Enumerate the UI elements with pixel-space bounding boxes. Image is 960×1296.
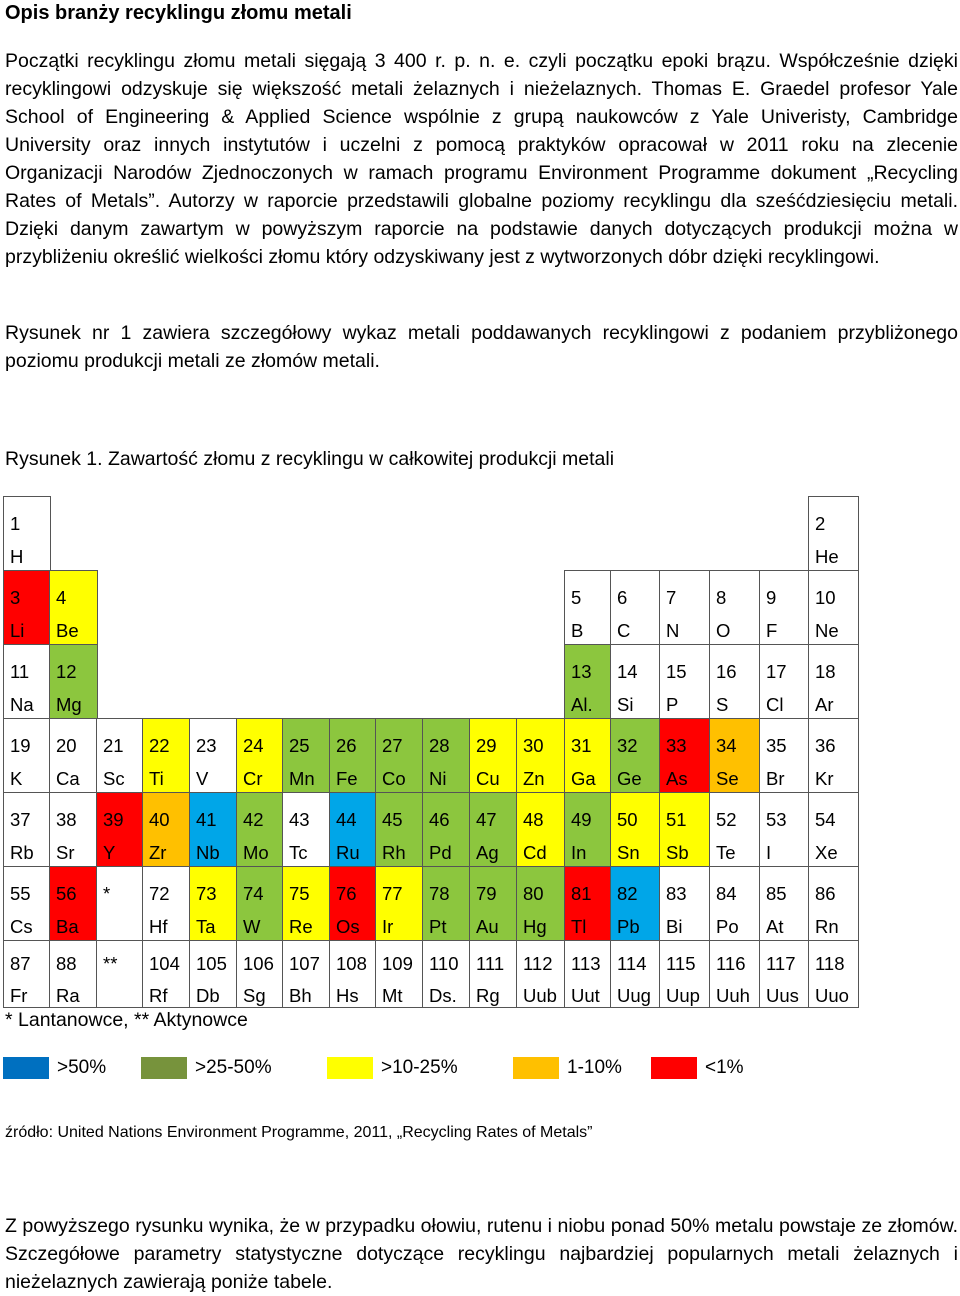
element-symbol: Ba: [56, 915, 79, 937]
element-cell: [375, 866, 424, 942]
element-symbol: Sr: [56, 841, 75, 863]
element-symbol: Mn: [289, 767, 315, 789]
element-symbol: Zr: [149, 841, 167, 863]
atomic-number: 29: [476, 735, 497, 756]
element-cell: [564, 570, 612, 646]
element-cell: [142, 718, 191, 794]
atomic-number: 50: [617, 809, 638, 830]
element-cell: [96, 866, 144, 942]
element-symbol: Nb: [196, 841, 220, 863]
element-symbol: V: [196, 767, 209, 789]
atomic-number: 82: [617, 883, 638, 904]
atomic-number: 56: [56, 883, 77, 904]
element-cell: [610, 644, 661, 720]
element-cell: [516, 792, 566, 868]
element-cell: [709, 570, 761, 646]
atomic-number: 107: [289, 953, 320, 974]
element-symbol: In: [571, 841, 587, 863]
atomic-number: 33: [666, 735, 687, 756]
atomic-number: 80: [523, 883, 544, 904]
legend-swatch: [651, 1057, 697, 1079]
element-symbol: Hs: [336, 984, 359, 1006]
element-cell: [3, 644, 51, 720]
atomic-number: 79: [476, 883, 497, 904]
atomic-number: 84: [716, 883, 737, 904]
element-cell: [659, 718, 711, 794]
element-cell: [49, 570, 98, 646]
atomic-number: 21: [103, 735, 124, 756]
atomic-number: *: [103, 883, 111, 904]
page-title: Opis branży recyklingu złomu metali: [5, 2, 352, 24]
element-symbol: Re: [289, 915, 313, 937]
element-cell: [375, 718, 424, 794]
atomic-number: 14: [617, 661, 638, 682]
element-cell: [3, 792, 51, 868]
legend-label: <1%: [705, 1057, 744, 1078]
element-cell: [659, 792, 711, 868]
atomic-number: 87: [10, 953, 31, 974]
element-symbol: Be: [56, 619, 79, 641]
atomic-number: 32: [617, 735, 638, 756]
element-symbol: Ag: [476, 841, 499, 863]
atomic-number: 44: [336, 809, 357, 830]
element-cell: [422, 940, 471, 1008]
atomic-number: 111: [476, 953, 505, 974]
atomic-number: 4: [56, 587, 67, 608]
element-symbol: S: [716, 693, 729, 715]
atomic-number: 43: [289, 809, 310, 830]
atomic-number: 37: [10, 809, 31, 830]
element-symbol: Ti: [149, 767, 164, 789]
atomic-number: 106: [243, 953, 274, 974]
element-symbol: Cl: [766, 693, 784, 715]
element-symbol: W: [243, 915, 261, 937]
element-symbol: Au: [476, 915, 499, 937]
atomic-number: 104: [149, 953, 180, 974]
atomic-number: **: [103, 953, 118, 974]
element-cell: [610, 570, 661, 646]
element-cell: [282, 718, 331, 794]
element-cell: [808, 940, 859, 1008]
element-symbol: F: [766, 619, 778, 641]
element-cell: [564, 866, 612, 942]
atomic-number: 40: [149, 809, 170, 830]
element-cell: [96, 718, 144, 794]
element-cell: [610, 940, 661, 1008]
element-cell: [564, 644, 612, 720]
element-symbol: Al.: [571, 693, 593, 715]
element-cell: [759, 570, 810, 646]
atomic-number: 31: [571, 735, 592, 756]
atomic-number: 3: [10, 587, 21, 608]
element-symbol: Zn: [523, 767, 545, 789]
atomic-number: 18: [815, 661, 836, 682]
element-cell: [49, 866, 98, 942]
element-symbol: Bh: [289, 984, 312, 1006]
atomic-number: 117: [766, 953, 796, 974]
atomic-number: 46: [429, 809, 450, 830]
atomic-number: 34: [716, 735, 737, 756]
element-symbol: B: [571, 619, 584, 641]
atomic-number: 78: [429, 883, 450, 904]
element-cell: [189, 792, 238, 868]
atomic-number: 113: [571, 953, 601, 974]
element-symbol: He: [815, 545, 839, 567]
atomic-number: 73: [196, 883, 217, 904]
atomic-number: 19: [10, 735, 31, 756]
element-symbol: Tl: [571, 915, 587, 937]
atomic-number: 20: [56, 735, 77, 756]
atomic-number: 41: [196, 809, 217, 830]
element-cell: [516, 866, 566, 942]
element-symbol: Pt: [429, 915, 447, 937]
element-cell: [236, 718, 284, 794]
element-symbol: At: [766, 915, 784, 937]
legend-swatch: [3, 1057, 49, 1079]
atomic-number: 109: [382, 953, 413, 974]
atomic-number: 48: [523, 809, 544, 830]
element-symbol: Pb: [617, 915, 640, 937]
atomic-number: 72: [149, 883, 170, 904]
element-cell: [808, 792, 859, 868]
element-symbol: Po: [716, 915, 739, 937]
element-cell: [3, 718, 51, 794]
element-symbol: Ni: [429, 767, 447, 789]
element-cell: [189, 940, 238, 1008]
element-cell: [282, 792, 331, 868]
element-symbol: Mo: [243, 841, 269, 863]
element-cell: [236, 866, 284, 942]
element-symbol: Mg: [56, 693, 82, 715]
element-cell: [759, 866, 810, 942]
element-cell: [329, 866, 377, 942]
atomic-number: 28: [429, 735, 450, 756]
element-cell: [808, 866, 859, 942]
element-symbol: Hg: [523, 915, 547, 937]
atomic-number: 39: [103, 809, 124, 830]
element-cell: [49, 940, 98, 1008]
atomic-number: 23: [196, 735, 217, 756]
atomic-number: 8: [716, 587, 727, 608]
element-symbol: Rg: [476, 984, 500, 1006]
element-symbol: Uuo: [815, 984, 849, 1006]
atomic-number: 55: [10, 883, 31, 904]
atomic-number: 47: [476, 809, 497, 830]
atomic-number: 49: [571, 809, 592, 830]
element-symbol: Os: [336, 915, 360, 937]
element-symbol: Rn: [815, 915, 839, 937]
element-cell: [759, 718, 810, 794]
element-symbol: Uub: [523, 984, 557, 1006]
periodic-table: [3, 496, 858, 1006]
element-cell: [282, 940, 331, 1008]
atomic-number: 115: [666, 953, 696, 974]
atomic-number: 11: [10, 661, 30, 682]
legend-label: >50%: [57, 1057, 107, 1078]
element-symbol: Sg: [243, 984, 266, 1006]
element-symbol: Sb: [666, 841, 689, 863]
element-cell: [49, 718, 98, 794]
element-symbol: O: [716, 619, 731, 641]
atomic-number: 27: [382, 735, 403, 756]
element-symbol: Ds.: [429, 984, 457, 1006]
element-cell: [659, 940, 711, 1008]
element-symbol: Rf: [149, 984, 168, 1006]
element-cell: [709, 792, 761, 868]
atomic-number: 76: [336, 883, 357, 904]
element-symbol: Fe: [336, 767, 358, 789]
element-symbol: Uug: [617, 984, 651, 1006]
element-symbol: Se: [716, 767, 739, 789]
element-symbol: Ga: [571, 767, 596, 789]
atomic-number: 25: [289, 735, 310, 756]
element-symbol: Rh: [382, 841, 406, 863]
figure-reference-paragraph: Rysunek nr 1 zawiera szczegółowy wykaz metali poddawanych recyklingowi z podaniem przybliżonego poziomu produkcji metali ze złomów metali.: [5, 322, 958, 372]
table-footnote: * Lantanowce, ** Aktynowce: [5, 1009, 248, 1031]
atomic-number: 54: [815, 809, 836, 830]
element-symbol: Ge: [617, 767, 642, 789]
element-symbol: Te: [716, 841, 736, 863]
element-cell: [3, 496, 51, 572]
element-symbol: As: [666, 767, 688, 789]
atomic-number: 53: [766, 809, 787, 830]
element-cell: [3, 570, 51, 646]
atomic-number: 105: [196, 953, 227, 974]
element-cell: [49, 792, 98, 868]
element-symbol: Sn: [617, 841, 640, 863]
atomic-number: 10: [815, 587, 836, 608]
atomic-number: 83: [666, 883, 687, 904]
source-note: źródło: United Nations Environment Programme, 2011, „Recycling Rates of Metals”: [5, 1124, 593, 1141]
element-cell: [469, 718, 518, 794]
atomic-number: 114: [617, 953, 647, 974]
element-cell: [659, 866, 711, 942]
element-cell: [564, 940, 612, 1008]
element-symbol: Ta: [196, 915, 216, 937]
element-cell: [610, 866, 661, 942]
element-symbol: Ar: [815, 693, 834, 715]
atomic-number: 88: [56, 953, 77, 974]
element-symbol: N: [666, 619, 680, 641]
atomic-number: 2: [815, 513, 826, 534]
atomic-number: 116: [716, 953, 746, 974]
element-symbol: Uus: [766, 984, 799, 1006]
element-cell: [808, 644, 859, 720]
element-cell: [709, 866, 761, 942]
element-cell: [564, 718, 612, 794]
atomic-number: 85: [766, 883, 787, 904]
element-symbol: Uut: [571, 984, 600, 1006]
element-cell: [3, 866, 51, 942]
element-symbol: Pd: [429, 841, 452, 863]
element-symbol: Ru: [336, 841, 360, 863]
atomic-number: 17: [766, 661, 787, 682]
element-cell: [759, 940, 810, 1008]
element-cell: [516, 940, 566, 1008]
element-cell: [469, 940, 518, 1008]
atomic-number: 36: [815, 735, 836, 756]
element-cell: [709, 940, 761, 1008]
element-cell: [49, 644, 98, 720]
element-cell: [142, 940, 191, 1008]
element-symbol: P: [666, 693, 679, 715]
element-cell: [469, 792, 518, 868]
atomic-number: 6: [617, 587, 628, 608]
atomic-number: 51: [666, 809, 687, 830]
element-symbol: Bi: [666, 915, 683, 937]
element-symbol: Co: [382, 767, 406, 789]
element-symbol: Ca: [56, 767, 80, 789]
legend-label: >10-25%: [381, 1057, 458, 1078]
element-cell: [189, 718, 238, 794]
element-cell: [375, 940, 424, 1008]
element-symbol: Uuh: [716, 984, 750, 1006]
atomic-number: 16: [716, 661, 737, 682]
atomic-number: 42: [243, 809, 264, 830]
element-symbol: Y: [103, 841, 116, 863]
legend-label: 1-10%: [567, 1057, 622, 1078]
element-cell: [564, 792, 612, 868]
atomic-number: 74: [243, 883, 264, 904]
atomic-number: 9: [766, 587, 777, 608]
element-symbol: Si: [617, 693, 634, 715]
element-cell: [610, 718, 661, 794]
element-symbol: Sc: [103, 767, 125, 789]
atomic-number: 86: [815, 883, 836, 904]
element-cell: [659, 570, 711, 646]
element-symbol: Cu: [476, 767, 500, 789]
element-symbol: Uup: [666, 984, 700, 1006]
element-cell: [142, 866, 191, 942]
atomic-number: 22: [149, 735, 170, 756]
atomic-number: 5: [571, 587, 582, 608]
element-symbol: Ra: [56, 984, 80, 1006]
conclusion-paragraph: Z powyższego rysunku wynika, że w przypadku ołowiu, rutenu i niobu ponad 50% metalu powstaje ze złomów. Szczegółowe parametry statystyczne dotyczące recyklingu najbardziej popularnych metali żelaznych i nieżelaznych zawierają poniże tabele.: [5, 1215, 958, 1293]
element-cell: [142, 792, 191, 868]
atomic-number: 81: [571, 883, 592, 904]
atomic-number: 38: [56, 809, 77, 830]
element-symbol: I: [766, 841, 772, 863]
element-cell: [610, 792, 661, 868]
element-symbol: K: [10, 767, 23, 789]
atomic-number: 45: [382, 809, 403, 830]
atomic-number: 77: [382, 883, 403, 904]
element-symbol: Ir: [382, 915, 394, 937]
element-symbol: Db: [196, 984, 220, 1006]
element-symbol: Na: [10, 693, 34, 715]
element-cell: [759, 792, 810, 868]
element-cell: [759, 644, 810, 720]
legend-label: >25-50%: [195, 1057, 272, 1078]
atomic-number: 110: [429, 953, 459, 974]
element-cell: [808, 570, 859, 646]
element-cell: [808, 496, 859, 572]
element-symbol: Xe: [815, 841, 838, 863]
element-cell: [236, 792, 284, 868]
atomic-number: 118: [815, 953, 845, 974]
atomic-number: 24: [243, 735, 264, 756]
legend-swatch: [513, 1057, 559, 1079]
element-cell: [282, 866, 331, 942]
intro-paragraph: Początki recyklingu złomu metali sięgają 3 400 r. p. n. e. czyli początku epoki brązu. Współcześnie dzięki recyklingowi odzyskuje się większość metali żelaznych i nieżelaznych. Thomas E. Graedel profesor Yale School of Engineering & Applied Science wspólnie z grupą naukowców z Yale Univeristy, Cambridge University oraz innych instytutów i uczelni z pomocą praktyków opracował w 2011 roku na zlecenie Organizacji Narodów Zjednoczonych w ramach programu Environment Programme dokument „Recycling Rates of Metals”. Autorzy w raporcie przedstawili globalne poziomy recyklingu dla sześćdziesięciu metali. Dzięki danym zawartym w powyższym raporcie na podstawie danych dotyczących produkcji można w przybliżeniu określić wielkości złomu który odzyskiwany jest z wytworzonych dóbr dzięki recyklingowi.: [5, 50, 958, 268]
atomic-number: 75: [289, 883, 310, 904]
element-symbol: Li: [10, 619, 25, 641]
atomic-number: 35: [766, 735, 787, 756]
element-symbol: Cr: [243, 767, 263, 789]
atomic-number: 15: [666, 661, 687, 682]
element-cell: [329, 940, 377, 1008]
element-cell: [422, 866, 471, 942]
atomic-number: 30: [523, 735, 544, 756]
element-cell: [422, 792, 471, 868]
element-symbol: Rb: [10, 841, 34, 863]
atomic-number: 13: [571, 661, 592, 682]
figure-caption: Rysunek 1. Zawartość złomu z recyklingu w całkowitej produkcji metali: [5, 448, 615, 470]
element-cell: [96, 792, 144, 868]
element-symbol: Br: [766, 767, 785, 789]
element-cell: [516, 718, 566, 794]
element-symbol: Kr: [815, 767, 834, 789]
atomic-number: 1: [10, 513, 21, 534]
atomic-number: 12: [56, 661, 77, 682]
legend-swatch: [141, 1057, 187, 1079]
element-symbol: Hf: [149, 915, 168, 937]
element-cell: [96, 940, 144, 1008]
element-symbol: H: [10, 545, 24, 567]
element-cell: [469, 866, 518, 942]
element-symbol: Ne: [815, 619, 839, 641]
atomic-number: 7: [666, 587, 677, 608]
atomic-number: 26: [336, 735, 357, 756]
element-cell: [3, 940, 51, 1008]
element-cell: [709, 644, 761, 720]
element-cell: [329, 792, 377, 868]
element-symbol: Tc: [289, 841, 308, 863]
atomic-number: 112: [523, 953, 553, 974]
element-symbol: Fr: [10, 984, 28, 1006]
element-cell: [236, 940, 284, 1008]
element-cell: [422, 718, 471, 794]
atomic-number: 52: [716, 809, 737, 830]
element-cell: [329, 718, 377, 794]
element-cell: [375, 792, 424, 868]
legend-swatch: [327, 1057, 373, 1079]
element-symbol: Cs: [10, 915, 33, 937]
element-cell: [808, 718, 859, 794]
element-cell: [189, 866, 238, 942]
element-symbol: C: [617, 619, 631, 641]
element-symbol: Cd: [523, 841, 547, 863]
atomic-number: 108: [336, 953, 367, 974]
element-symbol: Mt: [382, 984, 403, 1006]
element-cell: [659, 644, 711, 720]
element-cell: [709, 718, 761, 794]
